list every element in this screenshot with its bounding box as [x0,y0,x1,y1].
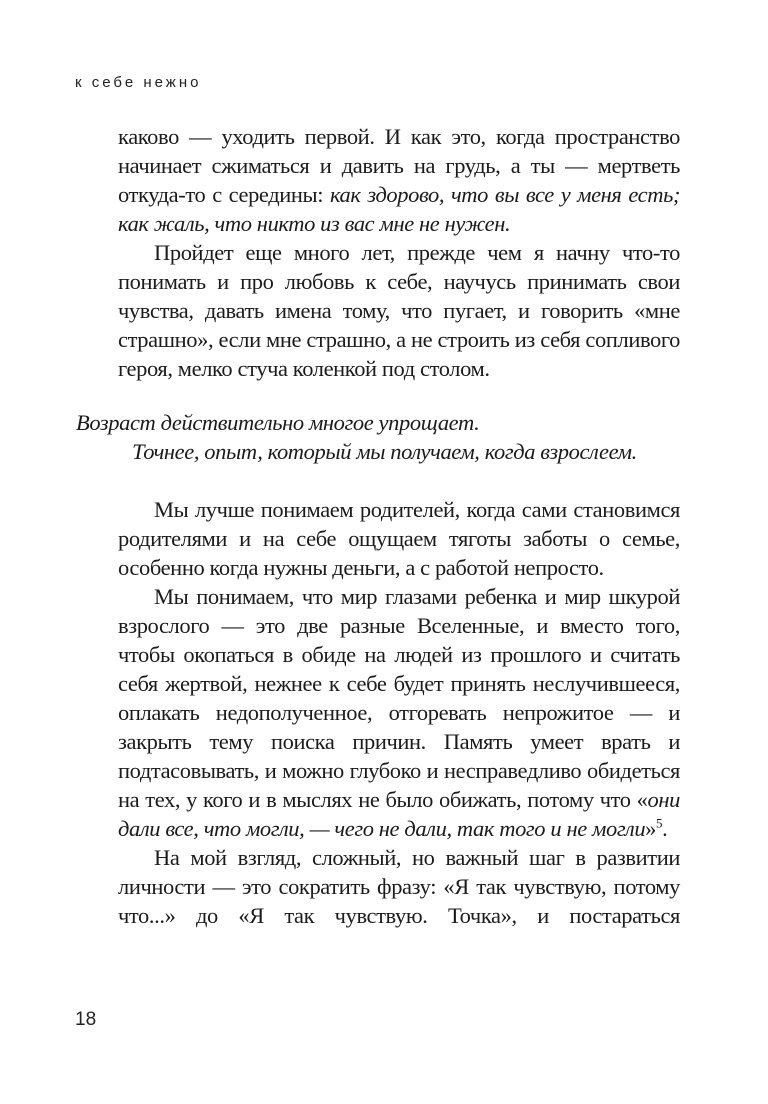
page-number: 18 [75,1009,97,1030]
paragraph-text: каково — уходить первой. И как это, когда пространство начинает сжиматься и давить на грудь, а ты — мертветь откуда-то с середины: [118,124,680,207]
paragraph: На мой взгляд, сложный, но важный шаг в развитии личности — это сократить фразу: «Я так чувствую, потому что...» до «Я так чувствую. Точка», и постараться [118,845,680,928]
quote-close: » [645,816,657,841]
footnote-ref[interactable]: 5 [656,815,663,831]
epigraph [76,408,637,466]
epigraph-line: Точнее, опыт, который мы получаем, когда взрослеем. [132,439,637,464]
paragraph-text: Мы понимаем, что мир глазами ребенка и мир шкурой взрослого — это две разные Вселенные, и вместо того, чтобы окопаться в обиде на людей из прошлого и считать себя жертвой, нежнее к себе будет принять неслучившееся, оплакать недополученное, отгоревать непрожитое — и закрыть тему поиска причин. Память умеет врать и подтасовывать, и можно глубоко и несправедливо обидеться на тех, у кого и в мыслях не было обижать, потому что « [118,584,680,812]
paragraph [118,122,680,238]
paragraph: Мы лучше понимаем родителей, когда сами становимся родителями и на себе ощущаем тяготы заботы о семье, особенно когда нужны деньги, а с работой непросто. [118,497,680,580]
epigraph-line: Возраст действительно многое упрощает. [76,410,480,435]
paragraph: Пройдет еще много лет, прежде чем я начну что-то понимать и про любовь к себе, научусь принимать свои чувства, давать имена тому, что пугает, и говорить «мне страшно», если мне страшно, а не строить из себя сопливого героя, мелко стуча коленкой под столом. [118,240,680,381]
paragraph-end: . [662,816,668,841]
italic-quote: как здорово, что вы все у меня есть; как жаль, что никто из вас мне не нужен. [118,182,681,236]
running-header: к себе нежно [75,74,202,91]
paragraph [118,582,680,843]
italic-quote: они дали все, что могли, — чего не дали, так того и не могли [118,787,680,841]
body-text-upper [118,122,680,383]
body-text-lower [118,495,680,930]
